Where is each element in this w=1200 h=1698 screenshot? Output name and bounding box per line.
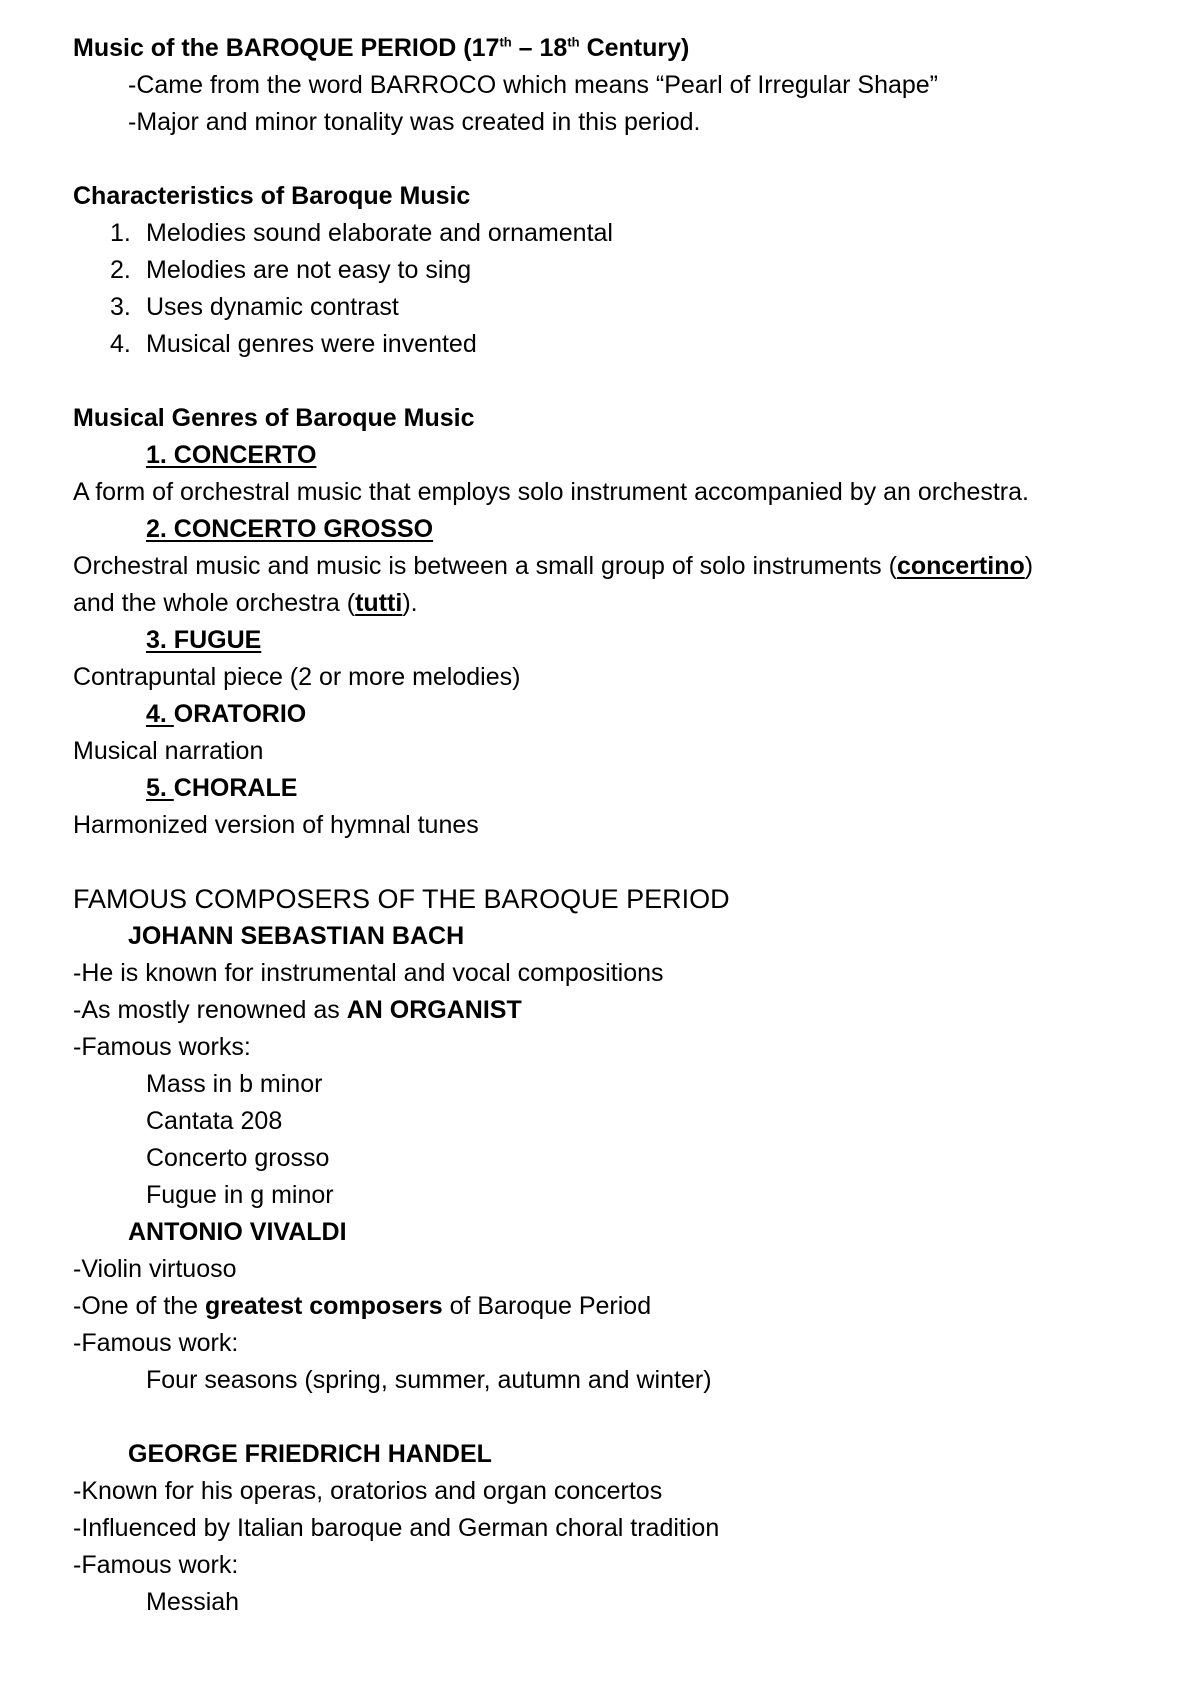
genres-heading: Musical Genres of Baroque Music xyxy=(73,404,475,432)
list-item xyxy=(110,252,1153,289)
intro-line: -Came from the word BARROCO which means “Pearl of Irregular Shape” xyxy=(128,71,939,99)
genre-title-fugue: 3. FUGUE xyxy=(146,626,262,654)
title-text: Music of the BAROQUE PERIOD (17 xyxy=(73,34,500,62)
genre-description: Harmonized version of hymnal tunes xyxy=(73,811,479,839)
works-label: -Famous works: xyxy=(73,1033,251,1061)
list-item xyxy=(110,289,1153,326)
characteristics-heading: Characteristics of Baroque Music xyxy=(73,182,471,210)
genre-number: 4. xyxy=(146,700,174,728)
detail-text: of Baroque Period xyxy=(442,1292,652,1320)
genre-name: CHORALE xyxy=(173,774,298,802)
composer-name-vivaldi: ANTONIO VIVALDI xyxy=(128,1218,347,1246)
work-item: Fugue in g minor xyxy=(146,1181,334,1209)
title-text: – 18 xyxy=(511,34,568,62)
list-number: 4. xyxy=(110,330,131,358)
description-text: and the whole orchestra ( xyxy=(73,589,356,617)
detail-text: -As mostly renowned as xyxy=(73,996,347,1024)
works-label: -Famous work: xyxy=(73,1329,239,1357)
description-text: ) xyxy=(1024,552,1034,580)
list-number: 2. xyxy=(110,256,131,284)
work-item: Concerto grosso xyxy=(146,1144,330,1172)
detail-emphasis: AN ORGANIST xyxy=(346,996,522,1024)
works-label: -Famous work: xyxy=(73,1551,239,1579)
list-item xyxy=(110,215,1153,252)
composers-heading: FAMOUS COMPOSERS OF THE BAROQUE PERIOD xyxy=(73,884,730,914)
description-text: Orchestral music and music is between a small group of solo instruments ( xyxy=(73,552,897,580)
intro-line: -Major and minor tonality was created in this period. xyxy=(128,108,701,136)
work-item: Messiah xyxy=(146,1588,240,1616)
genre-title-oratorio xyxy=(73,696,1153,733)
composer-detail xyxy=(73,992,1153,1029)
composer-name-handel: GEORGE FRIEDRICH HANDEL xyxy=(128,1440,492,1468)
composer-detail: -Violin virtuoso xyxy=(73,1255,237,1283)
genre-title-concerto-grosso: 2. CONCERTO GROSSO xyxy=(146,515,434,543)
detail-text: -One of the xyxy=(73,1292,206,1320)
list-number: 1. xyxy=(110,219,131,247)
list-item xyxy=(110,326,1153,363)
list-item-text: Uses dynamic contrast xyxy=(146,293,399,321)
list-item-text: Melodies are not easy to sing xyxy=(146,256,472,284)
spacer xyxy=(73,141,1153,178)
composer-name-bach: JOHANN SEBASTIAN BACH xyxy=(128,922,465,950)
work-item: Cantata 208 xyxy=(146,1107,283,1135)
title-superscript: th xyxy=(567,34,580,50)
list-number: 3. xyxy=(110,293,131,321)
genre-name: ORATORIO xyxy=(173,700,307,728)
spacer xyxy=(73,363,1153,400)
characteristics-list xyxy=(73,215,1153,363)
document-page xyxy=(73,30,1153,1621)
work-item: Four seasons (spring, summer, autumn and winter) xyxy=(146,1366,712,1394)
genre-description: Contrapuntal piece (2 or more melodies) xyxy=(73,663,521,691)
genre-title-chorale xyxy=(73,770,1153,807)
composer-detail: -Influenced by Italian baroque and German choral tradition xyxy=(73,1514,720,1542)
genre-title-concerto: 1. CONCERTO xyxy=(146,441,317,469)
genre-description xyxy=(73,548,1153,585)
genre-description: A form of orchestral music that employs solo instrument accompanied by an orchestra. xyxy=(73,478,1029,506)
spacer xyxy=(73,1399,1153,1436)
detail-emphasis: greatest composers xyxy=(205,1292,443,1320)
title-superscript: th xyxy=(499,34,512,50)
term-tutti: tutti xyxy=(355,589,403,617)
composer-detail: -Known for his operas, oratorios and organ concertos xyxy=(73,1477,663,1505)
term-concertino: concertino xyxy=(896,552,1025,580)
genre-description xyxy=(73,585,1153,622)
work-item: Mass in b minor xyxy=(146,1070,323,1098)
genre-number: 5. xyxy=(146,774,174,802)
page-title xyxy=(73,30,1153,67)
composer-detail xyxy=(73,1288,1153,1325)
description-text: ). xyxy=(402,589,418,617)
list-item-text: Musical genres were invented xyxy=(146,330,477,358)
spacer xyxy=(73,844,1153,881)
composer-detail: -He is known for instrumental and vocal compositions xyxy=(73,959,664,987)
genre-description: Musical narration xyxy=(73,737,264,765)
list-item-text: Melodies sound elaborate and ornamental xyxy=(146,219,613,247)
title-text: Century) xyxy=(579,34,690,62)
